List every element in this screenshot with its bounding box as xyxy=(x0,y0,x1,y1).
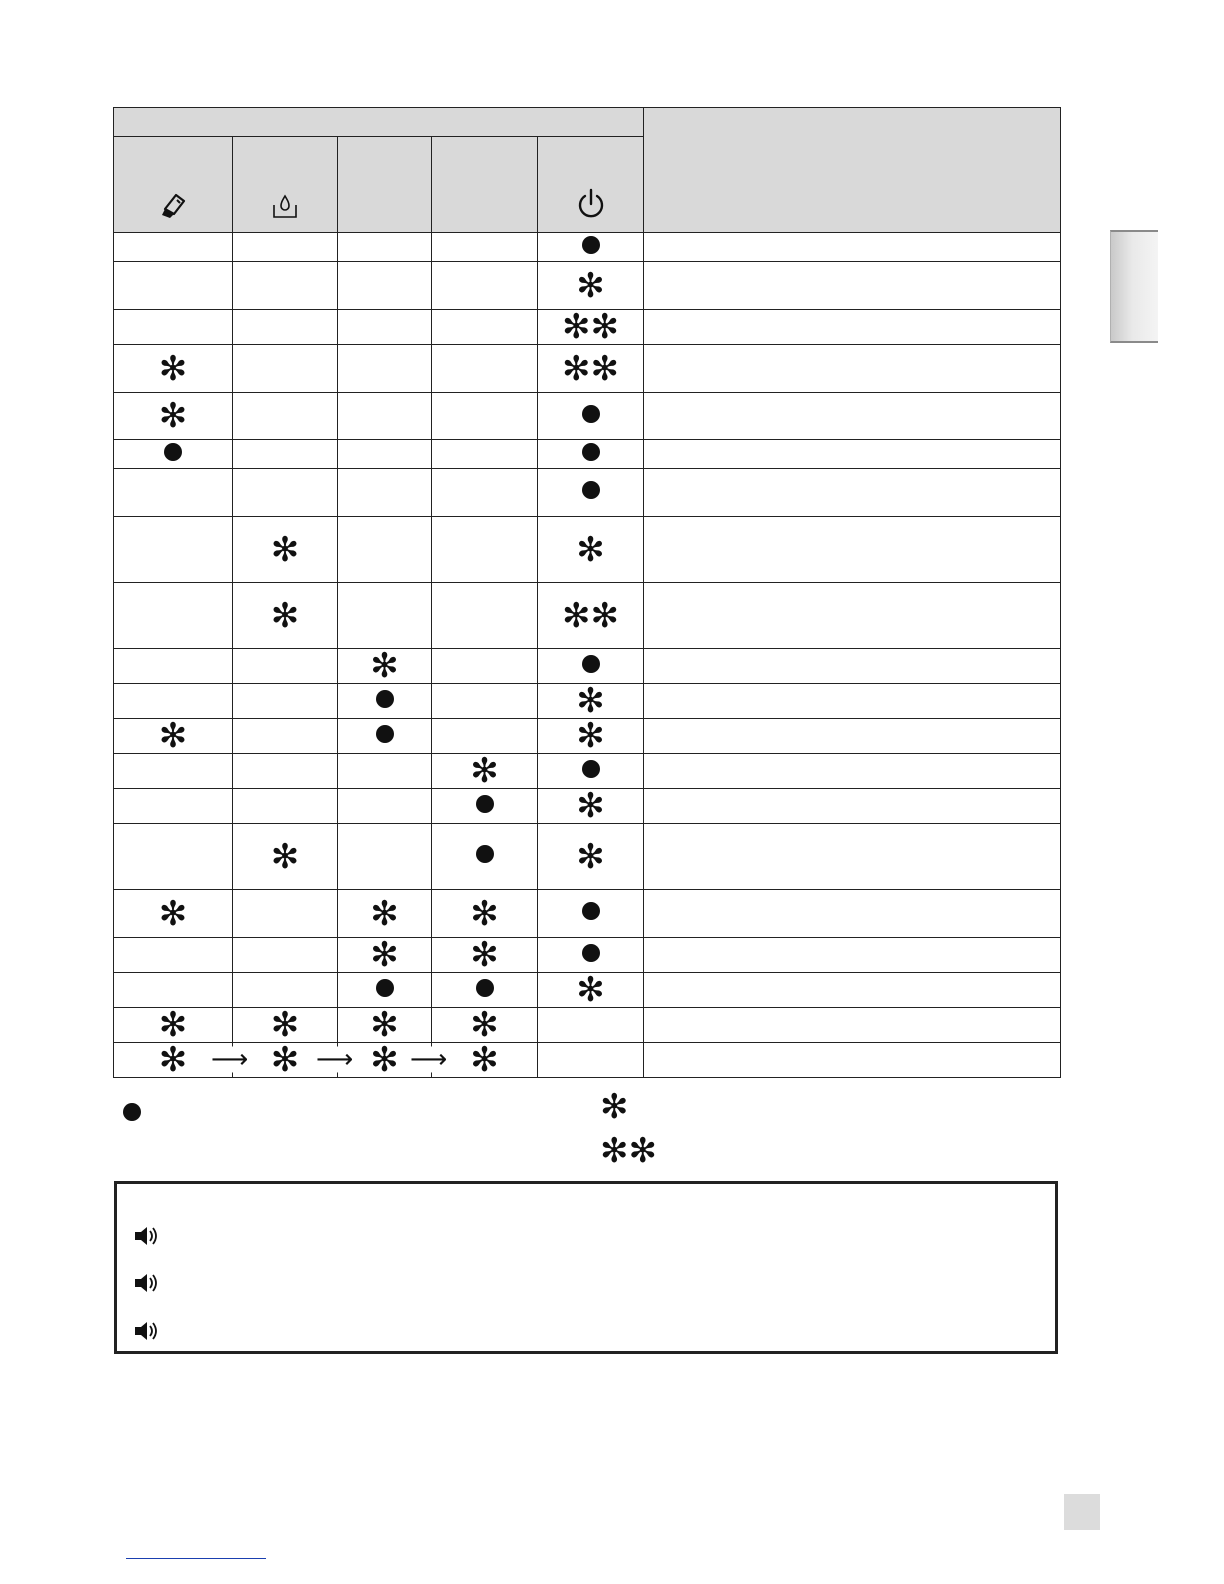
status-cell-power xyxy=(538,786,644,826)
status-cell-water xyxy=(233,583,338,649)
filled-circle-icon xyxy=(582,405,600,423)
status-cell-mop xyxy=(114,789,233,824)
status-cell-water xyxy=(233,393,338,440)
filled-circle-icon xyxy=(376,979,394,997)
table-row xyxy=(114,1008,1061,1043)
status-description-cell xyxy=(644,345,1061,393)
table-row xyxy=(114,719,1061,754)
asterisk-icon: ✻ xyxy=(158,716,188,756)
filled-circle-icon xyxy=(476,979,494,997)
status-description-cell xyxy=(644,583,1061,649)
status-cell-water xyxy=(233,469,338,517)
status-cell-mop xyxy=(114,938,233,973)
status-cell-power xyxy=(538,469,644,517)
table-row xyxy=(114,469,1061,517)
status-cell-col4 xyxy=(432,262,538,310)
status-cell-water xyxy=(233,938,338,973)
filled-circle-icon xyxy=(582,443,600,461)
status-description-cell xyxy=(644,789,1061,824)
table-row xyxy=(114,938,1061,973)
status-cell-power xyxy=(538,233,644,262)
asterisk-icon: ✻ xyxy=(576,970,605,1010)
filled-circle-icon xyxy=(582,481,600,499)
asterisk-icon: ✻ xyxy=(270,836,300,877)
asterisk-icon: ✻ xyxy=(470,1040,499,1080)
status-cell-water xyxy=(233,789,338,824)
status-cell-water xyxy=(233,310,338,345)
filled-circle-icon xyxy=(123,1103,141,1121)
status-description-cell xyxy=(644,890,1061,938)
status-cell-col3 xyxy=(338,824,432,890)
status-cell-mop xyxy=(114,233,233,262)
status-cell-power xyxy=(538,716,644,756)
status-cell-col3 xyxy=(338,469,432,517)
status-description-cell xyxy=(644,310,1061,345)
status-cell-water xyxy=(233,824,338,890)
filled-circle-icon xyxy=(582,760,600,778)
status-description-cell xyxy=(644,440,1061,469)
status-cell-col3 xyxy=(338,310,432,345)
table-row xyxy=(114,1043,1061,1078)
status-cell-water xyxy=(233,649,338,684)
status-cell-col3 xyxy=(338,233,432,262)
status-cell-power xyxy=(538,393,644,440)
table-row xyxy=(114,583,1061,649)
page-number-marker xyxy=(1064,1494,1100,1530)
sound-icon xyxy=(133,1224,163,1248)
asterisk-icon: ✻ xyxy=(370,646,399,686)
asterisk-icon: ✻ xyxy=(576,681,605,721)
table-row xyxy=(114,684,1061,719)
asterisk-icon: ✻ xyxy=(470,751,499,791)
table-row xyxy=(114,310,1061,345)
asterisk-icon: ✻ xyxy=(158,1040,188,1080)
status-description-cell xyxy=(644,824,1061,890)
status-cell-water xyxy=(233,517,338,583)
status-description-cell xyxy=(644,754,1061,789)
status-cell-col4 xyxy=(432,751,538,791)
status-cell-col4 xyxy=(432,345,538,393)
status-description-cell xyxy=(644,393,1061,440)
sound-icon xyxy=(133,1319,163,1343)
status-cell-col3 xyxy=(338,973,432,1008)
status-cell-power xyxy=(538,440,644,469)
status-cell-power xyxy=(538,681,644,721)
asterisk-icon: ✻ xyxy=(576,836,605,877)
asterisk-icon: ✻ xyxy=(576,716,605,756)
status-cell-water xyxy=(233,719,338,754)
filled-circle-icon xyxy=(582,944,600,962)
status-cell-mop xyxy=(114,583,233,649)
status-cell-col4 xyxy=(410,1040,538,1080)
status-cell-col4 xyxy=(432,935,538,975)
double-asterisk-icon: ✻✻ xyxy=(562,348,620,389)
status-cell-water xyxy=(233,890,338,938)
column-header-mop xyxy=(114,137,233,233)
status-cell-mop xyxy=(114,393,233,440)
status-cell-col4 xyxy=(432,583,538,649)
indicator-group-header xyxy=(114,108,644,137)
status-cell-power xyxy=(538,345,644,393)
status-cell-power xyxy=(538,649,644,684)
status-description-cell xyxy=(644,469,1061,517)
table-row xyxy=(114,754,1061,789)
asterisk-icon: ✻ xyxy=(576,265,605,306)
status-cell-col4 xyxy=(432,393,538,440)
status-cell-col3 xyxy=(338,646,432,686)
sound-notice-box xyxy=(114,1181,1058,1354)
status-cell-mop xyxy=(114,1005,233,1045)
asterisk-icon: ✻ xyxy=(370,935,399,975)
status-cell-col4 xyxy=(432,233,538,262)
asterisk-icon: ✻ xyxy=(270,1040,300,1080)
asterisk-icon: ✻ xyxy=(270,595,300,636)
status-cell-mop xyxy=(114,310,233,345)
asterisk-icon: ✻ xyxy=(370,1040,399,1080)
section-tab xyxy=(1110,230,1158,343)
status-description-cell xyxy=(644,649,1061,684)
asterisk-icon: ✻ xyxy=(158,1005,188,1045)
mop-brush-icon xyxy=(156,187,190,221)
status-cell-power xyxy=(538,938,644,973)
status-cell-mop xyxy=(114,973,233,1008)
status-cell-water xyxy=(233,233,338,262)
table-row xyxy=(114,262,1061,310)
status-description-cell xyxy=(644,1008,1061,1043)
column-header-power xyxy=(538,137,644,233)
status-description-cell xyxy=(644,233,1061,262)
status-cell-col4 xyxy=(432,684,538,719)
indicator-status-table xyxy=(113,107,1061,1078)
status-cell-col3 xyxy=(338,1005,432,1045)
filled-circle-icon xyxy=(376,690,394,708)
legend-fast-blink xyxy=(600,1131,657,1171)
asterisk-icon: ✻ xyxy=(576,529,605,570)
asterisk-icon: ✻ xyxy=(600,1087,629,1127)
filled-circle-icon xyxy=(376,725,394,743)
sequence-arrow-icon: ⟶ xyxy=(211,1044,249,1075)
status-cell-col3 xyxy=(338,440,432,469)
table-row xyxy=(114,393,1061,440)
status-cell-col3 xyxy=(338,684,432,719)
status-cell-col3 xyxy=(338,719,432,754)
status-cell-col4 xyxy=(432,440,538,469)
status-cell-col3 xyxy=(338,517,432,583)
asterisk-icon: ✻ xyxy=(470,1005,499,1045)
status-description-cell xyxy=(644,1043,1061,1078)
sound-icon xyxy=(133,1271,163,1295)
status-cell-col4 xyxy=(432,890,538,938)
status-cell-power xyxy=(538,890,644,938)
status-cell-mop xyxy=(114,345,233,393)
status-cell-power xyxy=(538,754,644,789)
status-cell-col4 xyxy=(432,469,538,517)
asterisk-icon: ✻ xyxy=(270,1005,300,1045)
status-cell-col4 xyxy=(432,789,538,824)
asterisk-icon: ✻ xyxy=(370,893,399,934)
status-cell-water xyxy=(233,684,338,719)
sequence-arrow-icon: ⟶ xyxy=(410,1044,448,1075)
status-cell-col4 xyxy=(432,973,538,1008)
asterisk-icon: ✻ xyxy=(576,786,605,826)
status-description-cell xyxy=(644,973,1061,1008)
filled-circle-icon xyxy=(164,443,182,461)
status-cell-col4 xyxy=(432,719,538,754)
asterisk-icon: ✻ xyxy=(270,529,300,570)
status-cell-mop xyxy=(114,469,233,517)
table-row xyxy=(114,649,1061,684)
filled-circle-icon xyxy=(582,655,600,673)
status-rows xyxy=(114,233,1061,1078)
description-header xyxy=(644,108,1061,233)
status-cell-mop xyxy=(114,649,233,684)
status-cell-power xyxy=(538,970,644,1010)
status-cell-power xyxy=(538,517,644,583)
status-cell-power xyxy=(538,824,644,890)
column-header-water xyxy=(233,137,338,233)
status-cell-water xyxy=(233,1005,338,1045)
legend-steady xyxy=(123,1103,141,1121)
status-cell-mop xyxy=(114,754,233,789)
status-cell-col3 xyxy=(338,345,432,393)
status-description-cell xyxy=(644,684,1061,719)
status-cell-mop xyxy=(114,262,233,310)
status-cell-col3 xyxy=(338,262,432,310)
status-description-cell xyxy=(644,262,1061,310)
table-row xyxy=(114,824,1061,890)
status-cell-mop xyxy=(114,517,233,583)
status-cell-col4 xyxy=(432,824,538,890)
table-row xyxy=(114,973,1061,1008)
status-description-cell xyxy=(644,517,1061,583)
status-cell-water xyxy=(233,754,338,789)
legend-blink xyxy=(600,1087,629,1127)
column-header-3 xyxy=(338,137,432,233)
table-row xyxy=(114,890,1061,938)
double-asterisk-icon: ✻✻ xyxy=(562,307,620,347)
water-drop-icon xyxy=(270,191,300,221)
status-cell-power xyxy=(538,1008,644,1043)
status-cell-mop xyxy=(114,824,233,890)
status-cell-water xyxy=(233,262,338,310)
status-cell-col4 xyxy=(432,649,538,684)
table-row xyxy=(114,789,1061,824)
asterisk-icon: ✻ xyxy=(158,396,188,436)
filled-circle-icon xyxy=(476,795,494,813)
status-cell-water xyxy=(233,440,338,469)
asterisk-icon: ✻ xyxy=(470,893,499,934)
table-row xyxy=(114,517,1061,583)
filled-circle-icon xyxy=(582,236,600,254)
status-cell-mop xyxy=(114,716,233,756)
status-cell-col3 xyxy=(338,789,432,824)
status-cell-col4 xyxy=(432,310,538,345)
asterisk-icon: ✻ xyxy=(158,348,188,389)
column-header-4 xyxy=(432,137,538,233)
asterisk-icon: ✻ xyxy=(370,1005,399,1045)
double-asterisk-icon: ✻✻ xyxy=(600,1131,657,1171)
table-row xyxy=(114,440,1061,469)
status-cell-col3 xyxy=(338,935,432,975)
status-cell-mop xyxy=(114,684,233,719)
asterisk-icon: ✻ xyxy=(470,935,499,975)
double-asterisk-icon: ✻✻ xyxy=(562,595,620,636)
status-cell-col3 xyxy=(338,583,432,649)
status-cell-col3 xyxy=(338,890,432,938)
table-row xyxy=(114,345,1061,393)
filled-circle-icon xyxy=(476,845,494,863)
status-cell-power xyxy=(538,307,644,347)
table-row xyxy=(114,233,1061,262)
status-cell-water xyxy=(233,345,338,393)
status-cell-mop xyxy=(114,440,233,469)
status-cell-power xyxy=(538,262,644,310)
status-cell-water xyxy=(233,973,338,1008)
footer-link-rule xyxy=(126,1558,266,1559)
status-cell-mop xyxy=(114,890,233,938)
status-cell-col4 xyxy=(432,1005,538,1045)
status-description-cell xyxy=(644,719,1061,754)
asterisk-icon: ✻ xyxy=(158,893,188,934)
status-cell-col4 xyxy=(432,517,538,583)
sequence-arrow-icon: ⟶ xyxy=(316,1044,354,1075)
status-description-cell xyxy=(644,938,1061,973)
status-cell-col3 xyxy=(338,754,432,789)
filled-circle-icon xyxy=(582,902,600,920)
power-icon xyxy=(574,187,608,221)
status-cell-col3 xyxy=(338,393,432,440)
status-cell-power xyxy=(538,1043,644,1078)
status-cell-power xyxy=(538,583,644,649)
